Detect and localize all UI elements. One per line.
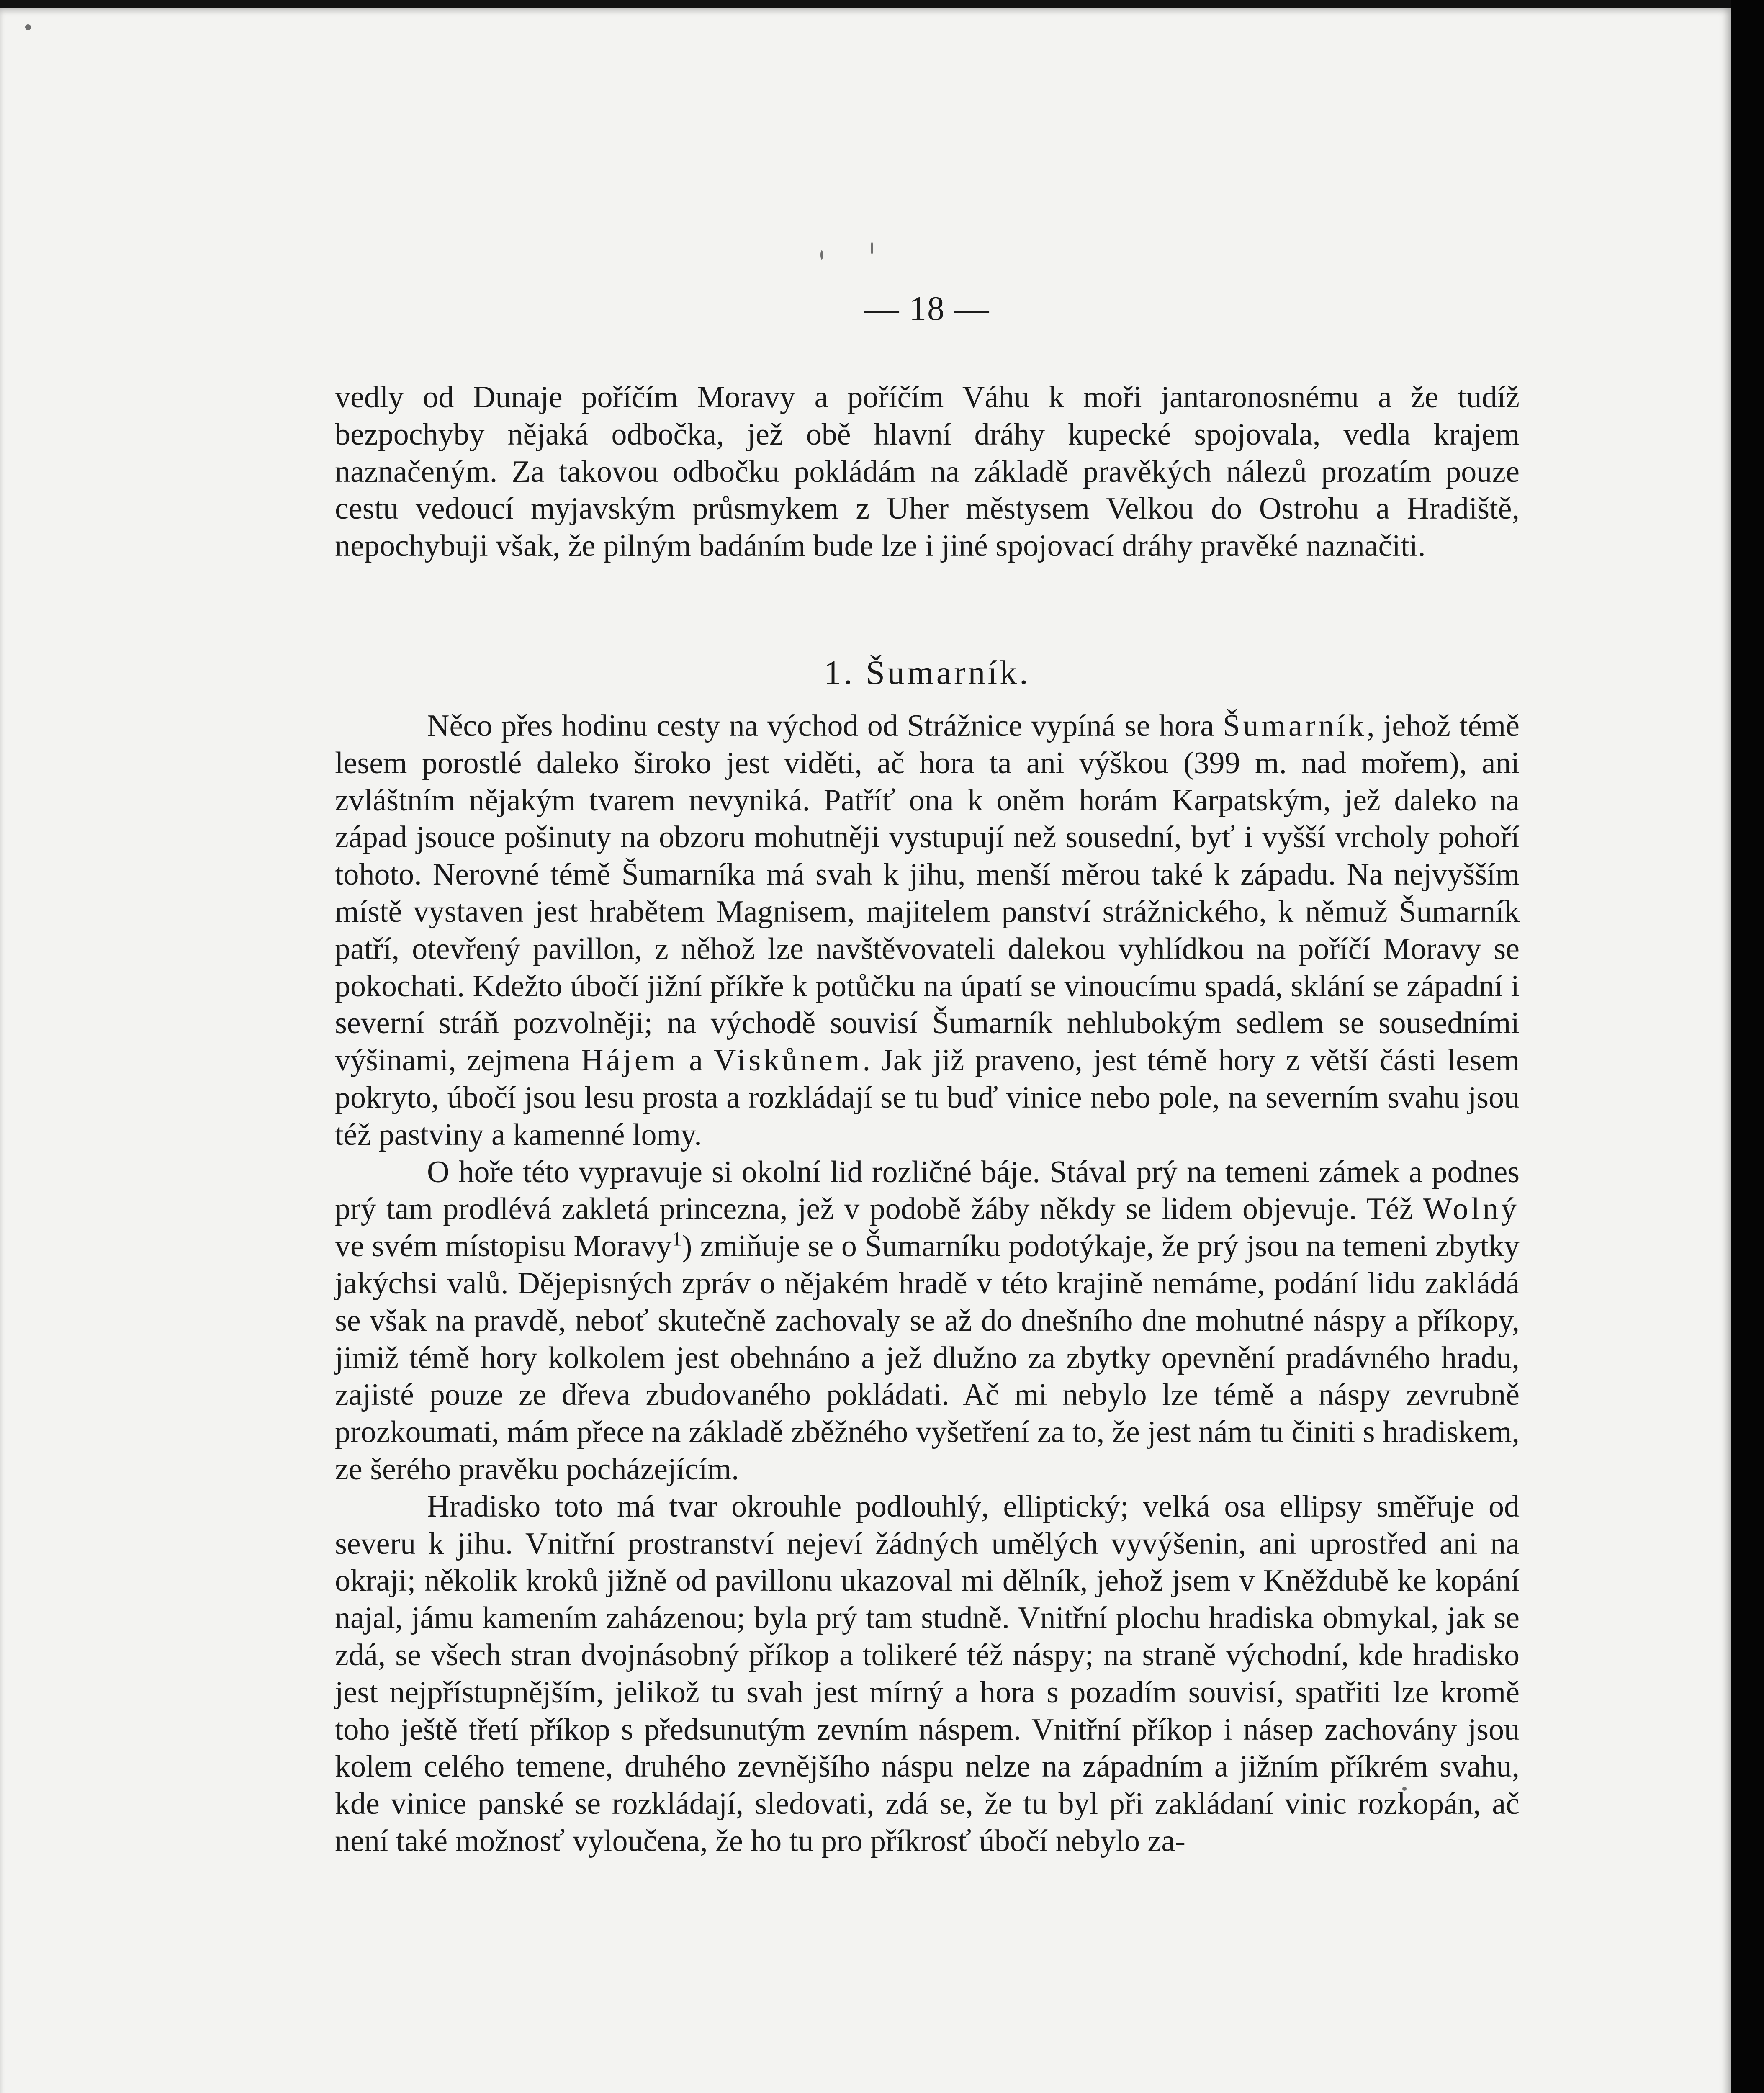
- text-run: a: [678, 1043, 714, 1078]
- paragraph-hillfort-shape: Hradisko toto má tvar okrouhle podlouhlý, elliptický; velká osa ellipsy směřuje od severu k jihu. Vnitřní prostranství nejeví žádných umělých vyvýšenin, ani uprostřed ani na okraji; několik kroků jižně od pavillonu ukazoval mi dělník, jehož jsem v Kněždubě ke kopání najal, jámu kamením zaházenou; byla prý tam studně. Vnitřní plochu hradiska obmykal, jak se zdá, se všech stran dvojnásobný příkop a tolikeré též náspy; na straně východní, kde hradisko jest nejpřístupnějším, jelikož tu svah jest mírný a hora s pozadím souvisí, spatřiti lze kromě toho ještě třetí příkop s předsunutým zevním náspem. Vnitřní příkop i násep zachovány jsou kolem celého temene, druhého zevnějšího náspu nelze na západním a jižním příkrém svahu, kde vinice panské se rozkládají, sledovati, zdá se, že tu byl při zakládaní vinic rozkopán, ač není také možnosť vyloučena, že ho tu pro příkrosť úbočí nebylo za-: [335, 1489, 1520, 1858]
- section-heading: 1. Šumarník.: [824, 653, 1031, 692]
- text-run: , jehož témě lesem porostlé daleko široko jest viděti, ač hora ta ani výškou (399 m. nad mořem), ani zvláštním nějakým tvarem nevyniká. Patříť ona k oněm horám Karpatským, jež daleko na západ jsouce pošinuty na obzoru mohutněji vystupují než sousední, byť i vyšší vrcholy pohoří tohoto. Nerovné témě Šumarníka má svah k jihu, menší měrou také k západu. Na nejvyšším místě vystaven jest hrabětem Magnisem, majitelem panství strážnického, k němuž Šumarník patří, otevřený pavillon, z něhož lze navštěvovateli dalekou vyhlídkou na poříčí Moravy se pokochati. Kdežto úbočí jižní příkře k potůčku na úpatí se vinoucímu spadá, sklání se západní i severní stráň pozvolněji; na východě souvisí Šumarník nehlubokým sedlem se sousedními výšinami, zejmena: [335, 709, 1520, 1078]
- text-run: Něco přes hodinu cesty na východ od Strážnice vypíná se hora: [427, 709, 1223, 743]
- footnote-reference: 1: [671, 1228, 682, 1250]
- text-run: ve svém místopisu Moravy: [335, 1229, 672, 1264]
- scan-speck: [871, 242, 873, 255]
- intro-paragraph: [335, 379, 1520, 565]
- intro-text: vedly od Dunaje poříčím Moravy a poříčím Váhu k moři jantaronosnému a že tudíž bezpochyby nějaká odbočka, jež obě hlavní dráhy kupecké spojovala, vedla krajem naznačeným. Za takovou odbočku pokládám na základě pravěkých nálezů prozatím pouze cestu vedoucí myjavským průsmykem z Uher městysem Velkou do Ostrohu a Hradiště, nepochybuji však, že pilným badáním bude lze i jiné spojovací dráhy pravěké naznačiti.: [335, 380, 1520, 563]
- spaced-name: Wolný: [1423, 1192, 1520, 1226]
- spaced-name: Hájem: [581, 1043, 679, 1078]
- text-run: O hoře této vypravuje si okolní lid rozličné báje. Stával prý na temeni zámek a podnes prý tam prodlévá zakletá princezna, jež v podobě žáby někdy se lidem objevuje. Též: [335, 1154, 1520, 1226]
- main-text: [335, 707, 1520, 1860]
- scan-speck: [25, 24, 31, 30]
- paragraph-legends: [335, 1154, 1520, 1488]
- scan-speck: [820, 250, 823, 260]
- spaced-name: Viskůnem: [713, 1043, 863, 1078]
- scan-right-edge: [1731, 0, 1764, 2093]
- page-number: — 18 —: [864, 289, 990, 327]
- spaced-name: Šumarník: [1223, 709, 1367, 743]
- text-run: . Jak již praveno, jest témě hory z větší části lesem pokryto, úbočí jsou lesu prosta a rozkládají se tu buď vinice nebo pole, na severním svahu jsou též pastviny a kamenné lomy.: [335, 1043, 1520, 1152]
- scan-top-edge: [0, 0, 1764, 8]
- paragraph-sumarnik-description: [335, 707, 1520, 1154]
- text-run: ) zmiňuje se o Šumarníku podotýkaje, že prý jsou na temeni zbytky jakýchsi valů. Dějepisných zpráv o nějakém hradě v této krajině nemáme, podání lidu zakládá se však na pravdě, neboť skutečně zachovaly se až do dnešního dne mohutné náspy a příkopy, jimiž témě hory kolkolem jest obehnáno a jež dlužno za zbytky opevnění pradávného hradu, zajisté pouze ze dřeva zbudovaného pokládati. Ač mi nebylo lze témě a náspy zevrubně prozkoumati, mám přece na základě zběžného vyšetření za to, že jest nám tu činiti s hradiskem, ze šerého pravěku pocházejícím.: [335, 1229, 1520, 1486]
